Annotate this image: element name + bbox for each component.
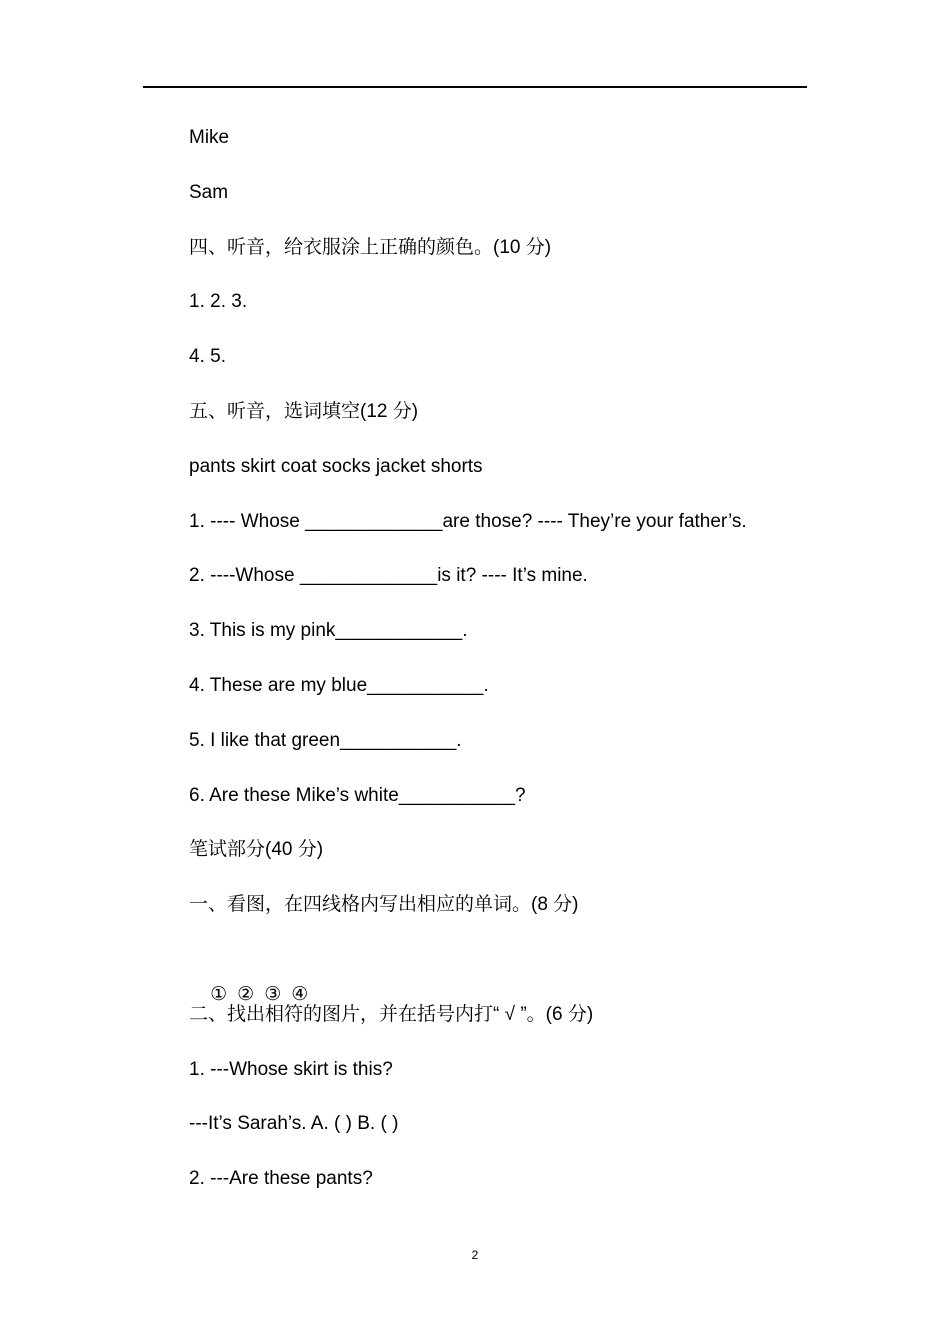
text-line-mike: Mike [189, 127, 230, 148]
page-number: 2 [471, 1248, 479, 1262]
circled-number-1: ① [210, 982, 228, 1005]
circled-number-4: ④ [291, 982, 309, 1005]
written-part-heading: 笔试部分(40 分) [189, 839, 324, 861]
circled-numbers-row [189, 943, 829, 1005]
fill-blank-question-6: 6. Are these Mike’s white___________? [189, 784, 526, 806]
picture-numbers-row-2: 4. 5. [189, 346, 226, 368]
match-question-1-answer: ---It’s Sarah’s. A. ( ) B. ( ) [189, 1113, 399, 1135]
fill-blank-question-5: 5. I like that green___________. [189, 729, 462, 751]
picture-numbers-row-1: 1. 2. 3. [189, 291, 248, 313]
fill-blank-question-2: 2. ----Whose _____________is it? ---- It’s mine. [189, 565, 588, 587]
circled-number-2: ② [237, 982, 255, 1005]
fill-blank-question-4: 4. These are my blue___________. [189, 674, 489, 696]
match-question-2: 2. ---Are these pants? [189, 1168, 373, 1190]
match-question-1: 1. ---Whose skirt is this? [189, 1058, 393, 1080]
written-section-two-heading: 二、找出相符的图片，并在括号内打“ √ ”。(6 分) [189, 1003, 594, 1025]
fill-blank-question-3: 3. This is my pink____________. [189, 620, 468, 642]
section-four-heading: 四、听音，给衣服涂上正确的颜色。(10 分) [189, 236, 552, 258]
header-rule [143, 86, 807, 88]
fill-blank-question-1: 1. ---- Whose _____________are those? ---- They’re your father’s. [189, 510, 747, 532]
written-section-one-heading: 一、看图，在四线格内写出相应的单词。(8 分) [189, 894, 579, 916]
circled-number-3: ③ [264, 982, 282, 1005]
word-bank: pants skirt coat socks jacket shorts [189, 455, 483, 477]
section-five-heading: 五、听音，选词填空(12 分) [189, 400, 419, 422]
document-body [189, 121, 829, 1217]
text-line-sam: Sam [189, 181, 229, 203]
